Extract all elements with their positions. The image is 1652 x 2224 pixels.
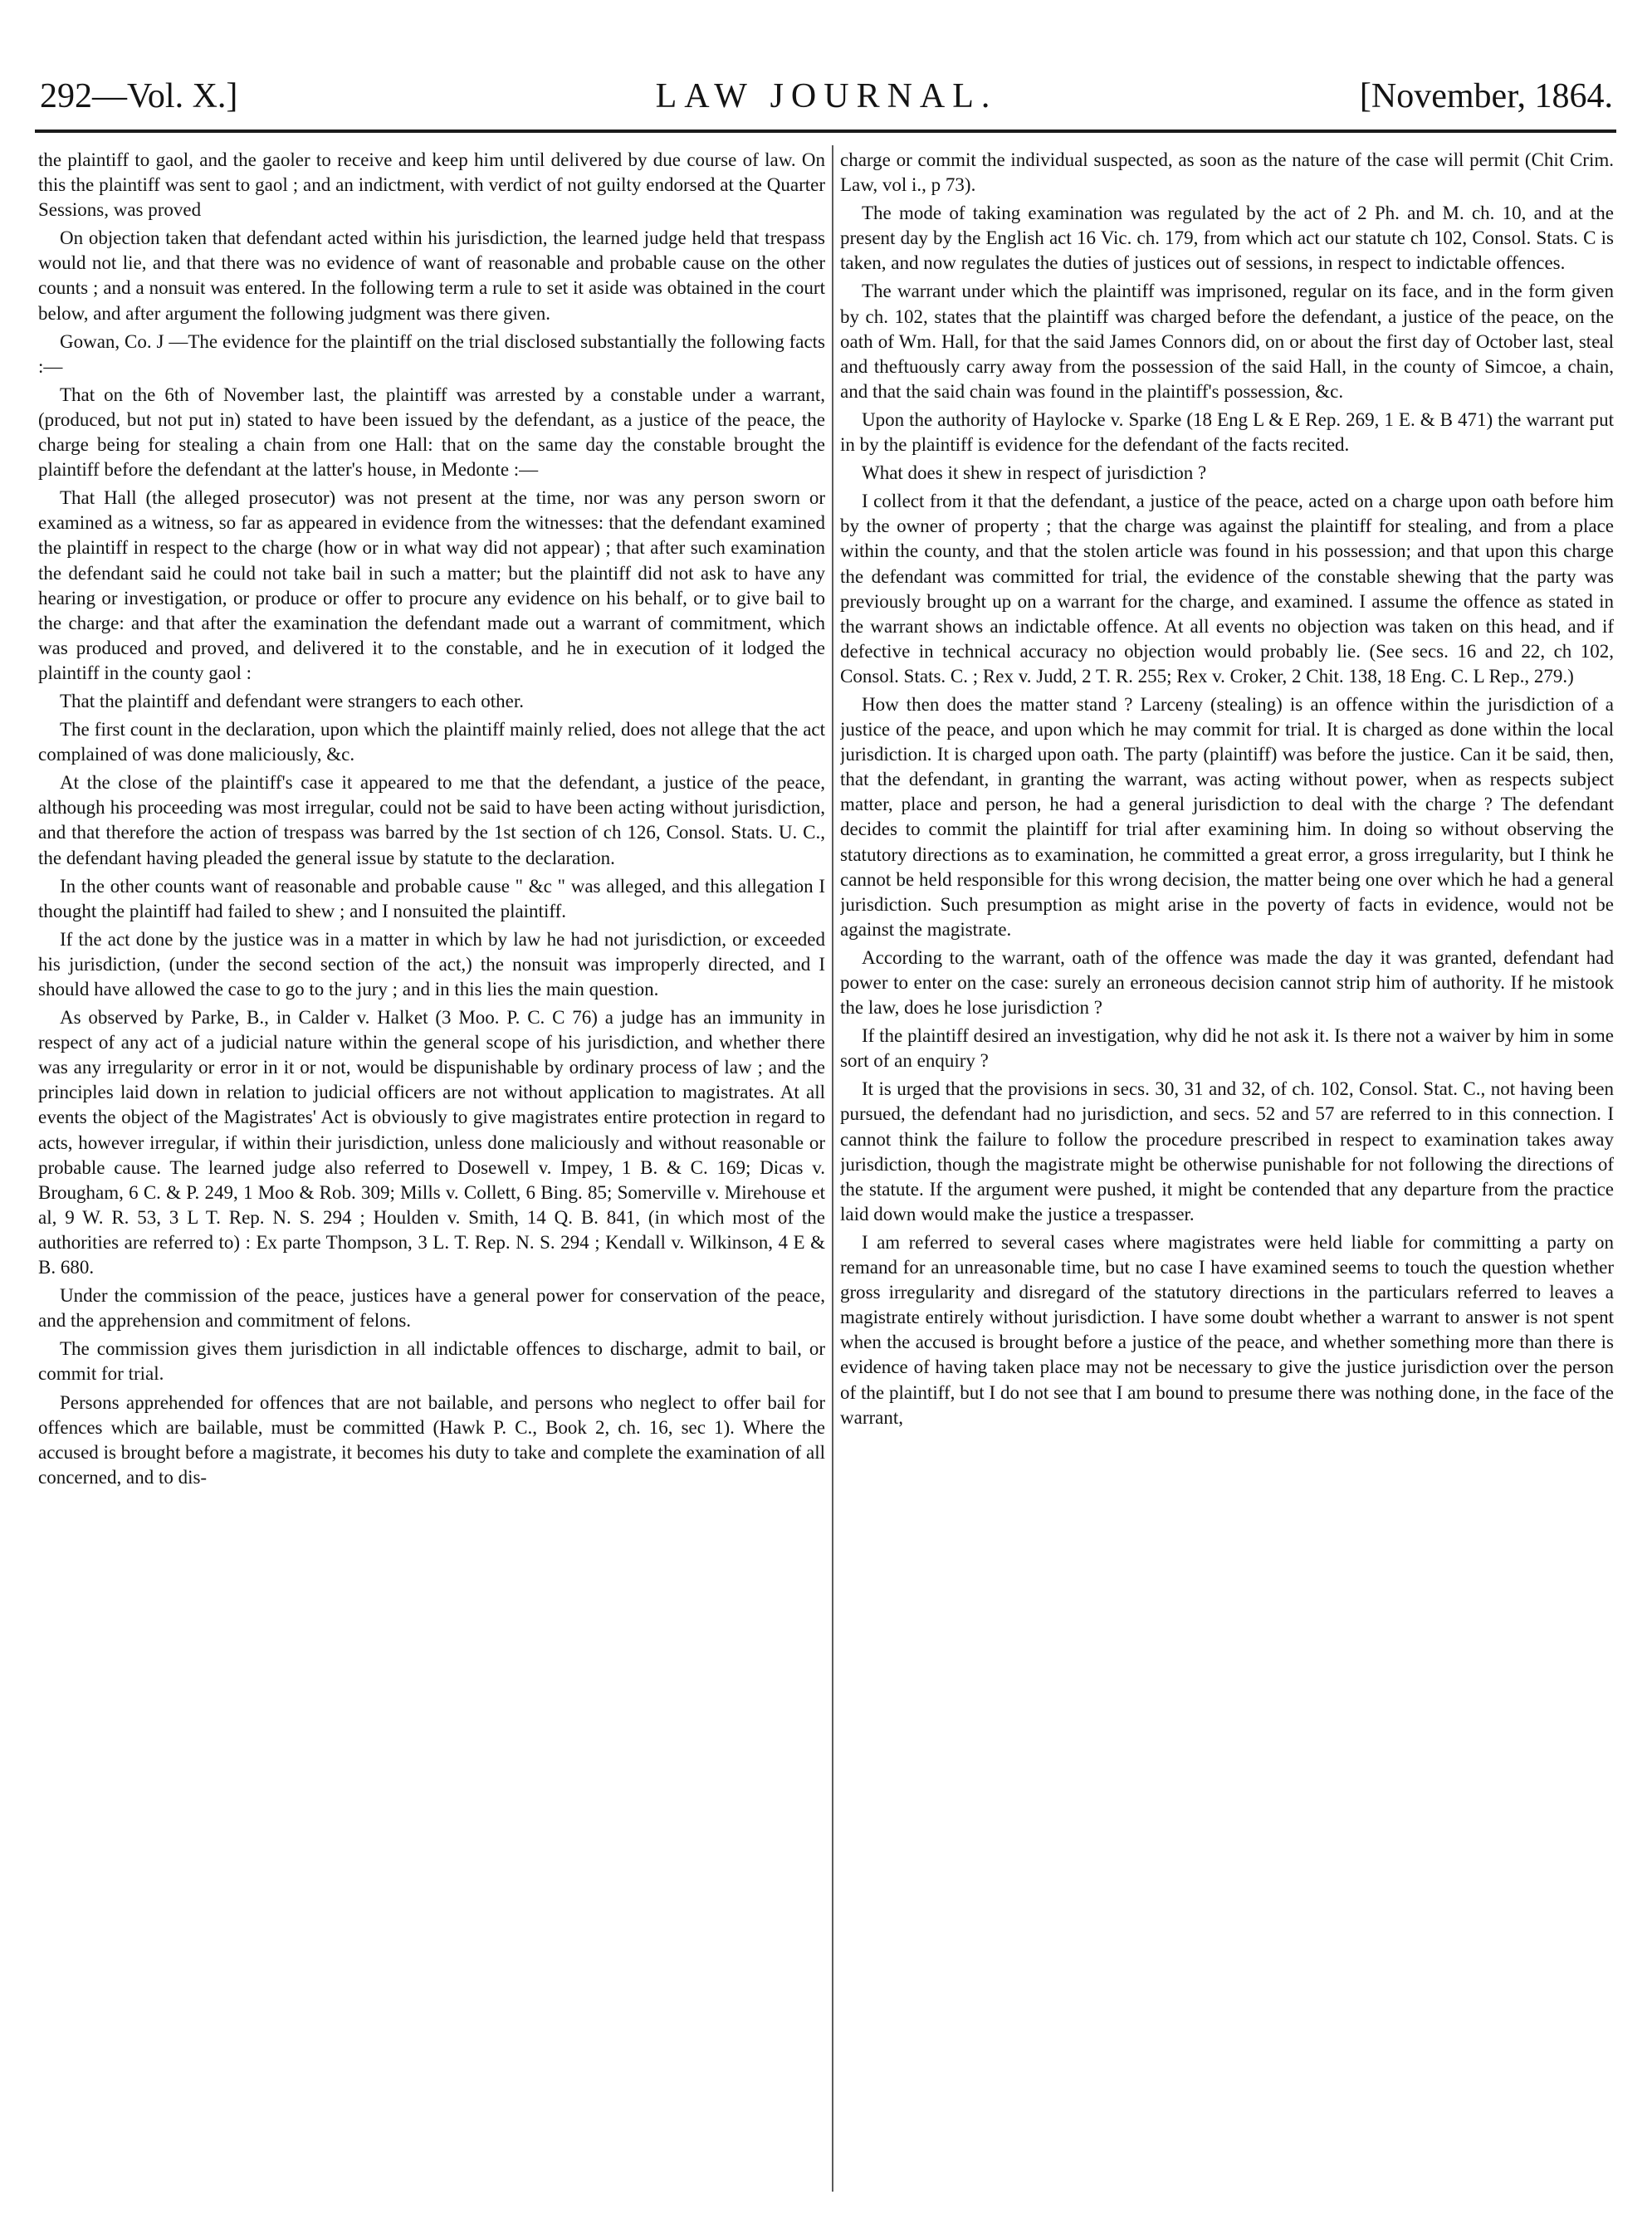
paragraph: How then does the matter stand ? Larceny (stealing) is an offence within the jurisdiction of a justice of the peace, and upon which he may commit for trial. It is charged as done within the local jurisdiction. It is charged upon oath. The party (plaintiff) was before the justice. Can it be said, then, that the defendant, in granting the warrant, was acting without power, when as respects subject matter, place and person, he had a general jurisdiction to deal with the charge ? The defendant decides to commit the plaintiff for trial after examining him. In doing so without observing the statutory directions as to examination, he committed a great error, a gross irregularity, but I think he cannot be held responsible for this wrong decision, the matter being one over which he had a general jurisdiction. Such presumption as might arise in the poverty of facts in evidence, would not be against the magistrate. <box>840 693 1614 940</box>
paragraph: If the act done by the justice was in a matter in which by law he had not jurisdiction, or exceeded his jurisdiction, (under the second section of the act,) the nonsuit was improperly directed, and I should have allowed the case to go to the jury ; and in this lies the main question. <box>38 928 825 1000</box>
paragraph: Gowan, Co. J —The evidence for the plaintiff on the trial disclosed substantially the following facts :— <box>38 330 825 377</box>
paragraph: What does it shew in respect of jurisdiction ? <box>862 462 1207 484</box>
paragraph: Persons apprehended for offences that are not bailable, and persons who neglect to offer bail for offences which are bailable, must be committed (Hawk P. C., Book 2, ch. 16, sec 1). Where the accused is brought before a magistrate, it becomes his duty to take and complete the examination of all concerned, and to dis- <box>38 1391 825 1488</box>
paragraph: I collect from it that the defendant, a justice of the peace, acted on a charge upon oath before him by the owner of property ; that the charge was against the plaintiff for stealing, and from a place within the county, and that the stolen article was found in his possession; and that upon this charge the defendant was committed for trial, the evidence of the constable shewing that the party was previously brought up on a warrant for the charge, and examined. I assume the offence as stated in the warrant shows an indictable offence. At all events no objection was taken on this head, and if defective in technical accuracy no objection would probably lie. (See secs. 16 and 22, ch 102, Consol. Stats. C. ; Rex v. Judd, 2 T. R. 255; Rex v. Croker, 2 Chit. 138, 18 Eng. C. L Rep., 279.) <box>840 491 1614 687</box>
paragraph: The warrant under which the plaintiff was imprisoned, regular on its face, and in the form given by ch. 102, states that the plaintiff was charged before the defendant, a justice of the peace, on the oath of Wm. Hall, for that the said James Connors did, on or about the first day of October last, steal and theftuously carry away from the possession of the said Hall, in the county of Simcoe, a chain, and that the said chain was found in the plaintiff's possession, &c. <box>840 281 1614 402</box>
paragraph: According to the warrant, oath of the offence was made the day it was granted, defendant had power to enter on the case: surely an erroneous decision cannot strip him of authority. If he mistook the law, does he lose jurisdiction ? <box>840 946 1614 1019</box>
left-column <box>38 148 825 2198</box>
paragraph: I am referred to several cases where magistrates were held liable for committing a party on remand for an unreasonable time, but no case I have examined seems to touch the question whether gross irregularity and disregard of the statutory directions in the particulars referred to leaves a magistrate entirely without jurisdiction. I have some doubt whether a warrant to answer is not spent when the accused is brought before a justice of the peace, and whether something more than there is evidence of having taken place may not be necessary to give the justice jurisdiction over the person of the plaintiff, but I do not see that I am bound to presume there was nothing done, in the face of the warrant, <box>840 1231 1614 1428</box>
paragraph: the plaintiff to gaol, and the gaoler to receive and keep him until delivered by due course of law. On this the plaintiff was sent to gaol ; and an indictment, with verdict of not guilty endorsed at the Quarter Sessions, was proved <box>38 149 825 221</box>
issue-date: [November, 1864. <box>1359 77 1613 115</box>
header-rule <box>35 130 1616 133</box>
paragraph: On objection taken that defendant acted within his jurisdiction, the learned judge held that trespass would not lie, and that there was no evidence of want of reasonable and probable cause on the other counts ; and a nonsuit was entered. In the following term a rule to set it aside was obtained in the court below, and after argument the following judgment was there given. <box>38 227 825 324</box>
paragraph: If the plaintiff desired an investigation, why did he not ask it. Is there not a waiver by him in some sort of an enquiry ? <box>840 1025 1614 1072</box>
paragraph: The mode of taking examination was regulated by the act of 2 Ph. and M. ch. 10, and at the present day by the English act 16 Vic. ch. 179, from which act our statute ch 102, Consol. Stats. C is taken, and now regulates the duties of justices out of sessions, in respect to indictable offences. <box>840 203 1614 274</box>
paragraph: At the close of the plaintiff's case it appeared to me that the defendant, a justice of the peace, although his proceeding was most irregular, could not be said to have been acting without jurisdiction, and that therefore the action of trespass was barred by the 1st section of ch 126, Consol. Stats. U. C., the defendant having pleaded the general issue by statute to the declaration. <box>38 772 825 868</box>
paragraph: It is urged that the provisions in secs. 30, 31 and 32, of ch. 102, Consol. Stat. C., not having been pursued, the defendant had no jurisdiction, and secs. 52 and 57 are referred to in this connection. I cannot think the failure to follow the procedure prescribed in respect to examination takes away jurisdiction, though the magistrate might be otherwise punishable for not following the directions of the statute. If the argument were pushed, it might be contended that any departure from the practice laid down would make the justice a trespasser. <box>840 1078 1614 1224</box>
paragraph: In the other counts want of reasonable and probable cause " &c " was alleged, and this allegation I thought the plaintiff had failed to shew ; and I nonsuited the plaintiff. <box>38 875 825 921</box>
paragraph: That the plaintiff and defendant were strangers to each other. <box>60 690 525 711</box>
column-divider <box>832 145 833 2192</box>
paragraph: Under the commission of the peace, justices have a general power for conservation of the peace, and the apprehension and commitment of felons. <box>38 1285 825 1332</box>
journal-title: LAW JOURNAL. <box>655 77 998 115</box>
paragraph: charge or commit the individual suspected, as soon as the nature of the case will permit (Chit Crim. Law, vol i., p 73). <box>840 149 1614 196</box>
page-number-volume: 292—Vol. X.] <box>40 77 238 115</box>
paragraph: The first count in the declaration, upon which the plaintiff mainly relied, does not allege that the act complained of was done maliciously, &c. <box>38 719 825 765</box>
paragraph: The commission gives them jurisdiction in all indictable offences to discharge, admit to bail, or commit for trial. <box>38 1338 825 1385</box>
paragraph: That on the 6th of November last, the plaintiff was arrested by a constable under a warrant, (produced, but not put in) stated to have been issued by the defendant, as a justice of the peace, the charge being for stealing a chain from one Hall: that on the same day the constable brought the plaintiff before the defendant at the latter's house, in Medonte :— <box>38 384 825 481</box>
paragraph: That Hall (the alleged prosecutor) was not present at the time, nor was any person sworn or examined as a witness, so far as appeared in evidence from the witnesses: that the defendant examined the plaintiff in respect to the charge (how or in what way did not appear) ; that after such examination the defendant said he could not take bail in such a matter; but the plaintiff did not ask to have any hearing or investigation, or produce or offer to procure any evidence on his behalf, or to give bail to the charge: and that after the examination the defendant made out a warrant of commitment, which was produced and proved, and delivered it to the constable, and he in execution of it lodged the plaintiff in the county gaol : <box>38 487 825 683</box>
page-header <box>40 76 1613 126</box>
paragraph: Upon the authority of Haylocke v. Sparke (18 Eng L & E Rep. 269, 1 E. & B 471) the warrant put in by the plaintiff is evidence for the defendant of the facts recited. <box>840 408 1614 456</box>
paragraph: As observed by Parke, B., in Calder v. Halket (3 Moo. P. C. C 76) a judge has an immunity in respect of any act of a judicial nature within the general scope of his jurisdiction, and whether there was any irregularity or error in it or not, would be dispunishable by ordinary process of law ; and the principles laid down in relation to judicial officers are not without application to magistrates. At all events the object of the Magistrates' Act is obviously to give magistrates entire protection in regard to acts, however irregular, if within their jurisdiction, unless done maliciously and without reasonable or probable cause. The learned judge also referred to Dosewell v. Impey, 1 B. & C. 169; Dicas v. Brougham, 6 C. & P. 249, 1 Moo & Rob. 309; Mills v. Collett, 6 Bing. 85; Somerville v. Mirehouse et al, 9 W. R. 53, 3 L T. Rep. N. S. 294 ; Houlden v. Smith, 14 Q. B. 841, (in which most of the authorities are referred to) : Ex parte Thompson, 3 L. T. Rep. N. S. 294 ; Kendall v. Wilkinson, 4 E & B. 680. <box>38 1007 825 1278</box>
right-column <box>840 148 1614 2198</box>
